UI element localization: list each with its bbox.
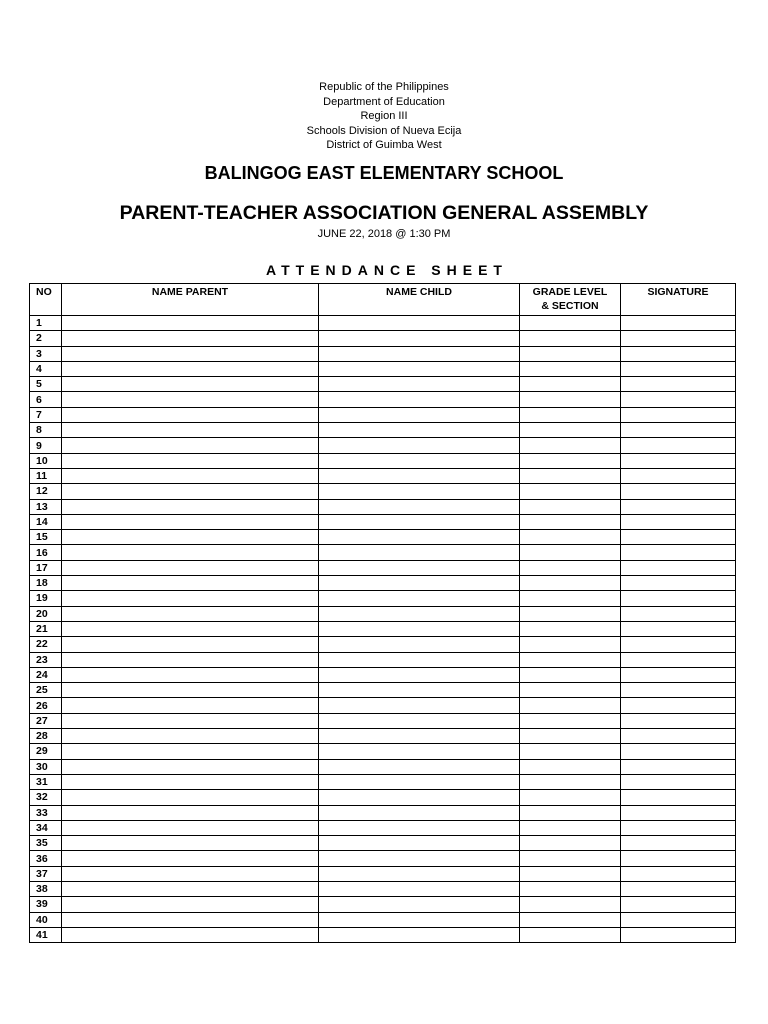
- table-row: [30, 361, 736, 376]
- signature-cell[interactable]: [621, 866, 736, 881]
- child-name-cell[interactable]: [319, 927, 520, 942]
- parent-name-cell[interactable]: [62, 530, 319, 545]
- header-grade-level-section: [520, 284, 621, 316]
- grade-section-cell[interactable]: [520, 820, 621, 835]
- table-row: [30, 331, 736, 346]
- parent-name-cell[interactable]: [62, 621, 319, 636]
- signature-cell[interactable]: [621, 392, 736, 407]
- row-number: 31: [30, 774, 62, 789]
- row-number: 24: [30, 667, 62, 682]
- parent-name-cell[interactable]: [62, 927, 319, 942]
- parent-name-cell[interactable]: [62, 637, 319, 652]
- signature-cell[interactable]: [621, 621, 736, 636]
- row-number: 32: [30, 790, 62, 805]
- header-no: NO: [30, 284, 62, 316]
- table-row: [30, 912, 736, 927]
- child-name-cell[interactable]: [319, 576, 520, 591]
- signature-cell[interactable]: [621, 484, 736, 499]
- parent-name-cell[interactable]: [62, 881, 319, 896]
- grade-section-cell[interactable]: [520, 560, 621, 575]
- signature-cell[interactable]: [621, 576, 736, 591]
- row-number: 4: [30, 361, 62, 376]
- table-row: [30, 683, 736, 698]
- event-date: JUNE 22, 2018 @ 1:30 PM: [317, 227, 451, 240]
- child-name-cell[interactable]: [319, 881, 520, 896]
- child-name-cell[interactable]: [319, 316, 520, 331]
- child-name-cell[interactable]: [319, 836, 520, 851]
- signature-cell[interactable]: [621, 774, 736, 789]
- parent-name-cell[interactable]: [62, 361, 319, 376]
- parent-name-cell[interactable]: [62, 514, 319, 529]
- row-number: 12: [30, 484, 62, 499]
- row-number: 26: [30, 698, 62, 713]
- signature-cell[interactable]: [621, 606, 736, 621]
- table-row: [30, 407, 736, 422]
- grade-section-cell[interactable]: [520, 729, 621, 744]
- row-number: 11: [30, 468, 62, 483]
- signature-cell[interactable]: [621, 346, 736, 361]
- child-name-cell[interactable]: [319, 729, 520, 744]
- table-row: [30, 423, 736, 438]
- child-name-cell[interactable]: [319, 820, 520, 835]
- row-number: 8: [30, 423, 62, 438]
- sheet-title: ATTENDANCE SHEET: [266, 261, 508, 278]
- parent-name-cell[interactable]: [62, 407, 319, 422]
- table-row: [30, 316, 736, 331]
- parent-name-cell[interactable]: [62, 377, 319, 392]
- grade-section-cell[interactable]: [520, 499, 621, 514]
- grade-section-cell[interactable]: [520, 897, 621, 912]
- parent-name-cell[interactable]: [62, 667, 319, 682]
- parent-name-cell[interactable]: [62, 866, 319, 881]
- row-number: 30: [30, 759, 62, 774]
- attendance-table: [29, 283, 736, 943]
- attendance-rows: [30, 316, 736, 943]
- grade-section-cell[interactable]: [520, 866, 621, 881]
- table-row: [30, 744, 736, 759]
- parent-name-cell[interactable]: [62, 836, 319, 851]
- signature-cell[interactable]: [621, 361, 736, 376]
- signature-cell[interactable]: [621, 790, 736, 805]
- parent-name-cell[interactable]: [62, 790, 319, 805]
- row-number: 5: [30, 377, 62, 392]
- table-row: [30, 836, 736, 851]
- child-name-cell[interactable]: [319, 407, 520, 422]
- header-line-republic: Republic of the Philippines: [319, 81, 449, 93]
- child-name-cell[interactable]: [319, 621, 520, 636]
- table-row: [30, 621, 736, 636]
- parent-name-cell[interactable]: [62, 591, 319, 606]
- child-name-cell[interactable]: [319, 897, 520, 912]
- child-name-cell[interactable]: [319, 744, 520, 759]
- row-number: 9: [30, 438, 62, 453]
- document-header: [0, 80, 768, 279]
- table-row: [30, 346, 736, 361]
- child-name-cell[interactable]: [319, 912, 520, 927]
- grade-section-cell[interactable]: [520, 423, 621, 438]
- grade-section-cell[interactable]: [520, 759, 621, 774]
- table-header-row: [30, 284, 736, 316]
- grade-section-cell[interactable]: [520, 438, 621, 453]
- grade-section-cell[interactable]: [520, 407, 621, 422]
- parent-name-cell[interactable]: [62, 805, 319, 820]
- grade-section-cell[interactable]: [520, 652, 621, 667]
- signature-cell[interactable]: [621, 897, 736, 912]
- signature-cell[interactable]: [621, 545, 736, 560]
- row-number: 36: [30, 851, 62, 866]
- header-grade-level-line2: & SECTION: [541, 300, 599, 312]
- child-name-cell[interactable]: [319, 346, 520, 361]
- event-title: PARENT-TEACHER ASSOCIATION GENERAL ASSEMBLY: [119, 201, 649, 224]
- parent-name-cell[interactable]: [62, 759, 319, 774]
- child-name-cell[interactable]: [319, 377, 520, 392]
- row-number: 38: [30, 881, 62, 896]
- parent-name-cell[interactable]: [62, 851, 319, 866]
- grade-section-cell[interactable]: [520, 392, 621, 407]
- row-number: 21: [30, 621, 62, 636]
- table-row: [30, 820, 736, 835]
- row-number: 29: [30, 744, 62, 759]
- table-row: [30, 652, 736, 667]
- header-line-region: Region III: [360, 110, 408, 122]
- child-name-cell[interactable]: [319, 683, 520, 698]
- child-name-cell[interactable]: [319, 667, 520, 682]
- row-number: 3: [30, 346, 62, 361]
- child-name-cell[interactable]: [319, 530, 520, 545]
- parent-name-cell[interactable]: [62, 331, 319, 346]
- signature-cell[interactable]: [621, 744, 736, 759]
- row-number: 15: [30, 530, 62, 545]
- row-number: 2: [30, 331, 62, 346]
- parent-name-cell[interactable]: [62, 713, 319, 728]
- signature-cell[interactable]: [621, 530, 736, 545]
- grade-section-cell[interactable]: [520, 621, 621, 636]
- row-number: 28: [30, 729, 62, 744]
- grade-section-cell[interactable]: [520, 468, 621, 483]
- row-number: 27: [30, 713, 62, 728]
- child-name-cell[interactable]: [319, 423, 520, 438]
- grade-section-cell[interactable]: [520, 346, 621, 361]
- row-number: 34: [30, 820, 62, 835]
- signature-cell[interactable]: [621, 407, 736, 422]
- signature-cell[interactable]: [621, 438, 736, 453]
- child-name-cell[interactable]: [319, 805, 520, 820]
- grade-section-cell[interactable]: [520, 545, 621, 560]
- parent-name-cell[interactable]: [62, 683, 319, 698]
- table-row: [30, 392, 736, 407]
- table-row: [30, 698, 736, 713]
- table-row: [30, 881, 736, 896]
- child-name-cell[interactable]: [319, 851, 520, 866]
- row-number: 13: [30, 499, 62, 514]
- grade-section-cell[interactable]: [520, 576, 621, 591]
- school-name: BALINGOG EAST ELEMENTARY SCHOOL: [204, 162, 564, 183]
- row-number: 23: [30, 652, 62, 667]
- grade-section-cell[interactable]: [520, 606, 621, 621]
- row-number: 7: [30, 407, 62, 422]
- row-number: 33: [30, 805, 62, 820]
- row-number: 41: [30, 927, 62, 942]
- parent-name-cell[interactable]: [62, 560, 319, 575]
- signature-cell[interactable]: [621, 881, 736, 896]
- table-row: [30, 576, 736, 591]
- child-name-cell[interactable]: [319, 698, 520, 713]
- signature-cell[interactable]: [621, 423, 736, 438]
- row-number: 18: [30, 576, 62, 591]
- table-row: [30, 560, 736, 575]
- grade-section-cell[interactable]: [520, 851, 621, 866]
- table-row: [30, 805, 736, 820]
- table-row: [30, 866, 736, 881]
- row-number: 16: [30, 545, 62, 560]
- grade-section-cell[interactable]: [520, 361, 621, 376]
- signature-cell[interactable]: [621, 499, 736, 514]
- child-name-cell[interactable]: [319, 606, 520, 621]
- child-name-cell[interactable]: [319, 514, 520, 529]
- child-name-cell[interactable]: [319, 438, 520, 453]
- row-number: 6: [30, 392, 62, 407]
- child-name-cell[interactable]: [319, 759, 520, 774]
- grade-section-cell[interactable]: [520, 774, 621, 789]
- row-number: 39: [30, 897, 62, 912]
- grade-section-cell[interactable]: [520, 912, 621, 927]
- signature-cell[interactable]: [621, 514, 736, 529]
- grade-section-cell[interactable]: [520, 484, 621, 499]
- grade-section-cell[interactable]: [520, 316, 621, 331]
- row-number: 19: [30, 591, 62, 606]
- child-name-cell[interactable]: [319, 361, 520, 376]
- child-name-cell[interactable]: [319, 713, 520, 728]
- row-number: 35: [30, 836, 62, 851]
- table-row: [30, 637, 736, 652]
- table-row: [30, 514, 736, 529]
- grade-section-cell[interactable]: [520, 698, 621, 713]
- header-name-child: NAME CHILD: [319, 284, 520, 316]
- parent-name-cell[interactable]: [62, 744, 319, 759]
- child-name-cell[interactable]: [319, 637, 520, 652]
- parent-name-cell[interactable]: [62, 316, 319, 331]
- signature-cell[interactable]: [621, 453, 736, 468]
- row-number: 22: [30, 637, 62, 652]
- header-line-district: District of Guimba West: [326, 139, 442, 151]
- grade-section-cell[interactable]: [520, 667, 621, 682]
- row-number: 1: [30, 316, 62, 331]
- grade-section-cell[interactable]: [520, 927, 621, 942]
- parent-name-cell[interactable]: [62, 392, 319, 407]
- child-name-cell[interactable]: [319, 392, 520, 407]
- row-number: 20: [30, 606, 62, 621]
- child-name-cell[interactable]: [319, 468, 520, 483]
- parent-name-cell[interactable]: [62, 499, 319, 514]
- signature-cell[interactable]: [621, 805, 736, 820]
- signature-cell[interactable]: [621, 683, 736, 698]
- signature-cell[interactable]: [621, 652, 736, 667]
- child-name-cell[interactable]: [319, 453, 520, 468]
- row-number: 37: [30, 866, 62, 881]
- signature-cell[interactable]: [621, 912, 736, 927]
- table-row: [30, 606, 736, 621]
- signature-cell[interactable]: [621, 560, 736, 575]
- row-number: 40: [30, 912, 62, 927]
- parent-name-cell[interactable]: [62, 897, 319, 912]
- grade-section-cell[interactable]: [520, 744, 621, 759]
- child-name-cell[interactable]: [319, 652, 520, 667]
- table-row: [30, 545, 736, 560]
- table-row: [30, 377, 736, 392]
- signature-cell[interactable]: [621, 667, 736, 682]
- child-name-cell[interactable]: [319, 331, 520, 346]
- signature-cell[interactable]: [621, 377, 736, 392]
- table-row: [30, 927, 736, 942]
- signature-cell[interactable]: [621, 331, 736, 346]
- child-name-cell[interactable]: [319, 560, 520, 575]
- row-number: 14: [30, 514, 62, 529]
- table-row: [30, 759, 736, 774]
- parent-name-cell[interactable]: [62, 698, 319, 713]
- child-name-cell[interactable]: [319, 499, 520, 514]
- signature-cell[interactable]: [621, 468, 736, 483]
- table-row: [30, 453, 736, 468]
- grade-section-cell[interactable]: [520, 453, 621, 468]
- header-grade-level-line1: GRADE LEVEL: [532, 286, 608, 298]
- table-row: [30, 897, 736, 912]
- signature-cell[interactable]: [621, 637, 736, 652]
- grade-section-cell[interactable]: [520, 514, 621, 529]
- child-name-cell[interactable]: [319, 484, 520, 499]
- grade-section-cell[interactable]: [520, 683, 621, 698]
- row-number: 10: [30, 453, 62, 468]
- parent-name-cell[interactable]: [62, 346, 319, 361]
- signature-cell[interactable]: [621, 316, 736, 331]
- header-line-department: Department of Education: [323, 95, 445, 108]
- table-row: [30, 851, 736, 866]
- grade-section-cell[interactable]: [520, 881, 621, 896]
- child-name-cell[interactable]: [319, 591, 520, 606]
- signature-cell[interactable]: [621, 836, 736, 851]
- row-number: 25: [30, 683, 62, 698]
- signature-cell[interactable]: [621, 820, 736, 835]
- parent-name-cell[interactable]: [62, 423, 319, 438]
- signature-cell[interactable]: [621, 927, 736, 942]
- signature-cell[interactable]: [621, 851, 736, 866]
- parent-name-cell[interactable]: [62, 468, 319, 483]
- header-name-parent: NAME PARENT: [62, 284, 319, 316]
- parent-name-cell[interactable]: [62, 912, 319, 927]
- signature-cell[interactable]: [621, 698, 736, 713]
- table-row: [30, 790, 736, 805]
- header-line-division: Schools Division of Nueva Ecija: [306, 124, 462, 137]
- grade-section-cell[interactable]: [520, 790, 621, 805]
- grade-section-cell[interactable]: [520, 836, 621, 851]
- table-row: [30, 774, 736, 789]
- signature-cell[interactable]: [621, 713, 736, 728]
- signature-cell[interactable]: [621, 759, 736, 774]
- parent-name-cell[interactable]: [62, 453, 319, 468]
- parent-name-cell[interactable]: [62, 606, 319, 621]
- grade-section-cell[interactable]: [520, 805, 621, 820]
- grade-section-cell[interactable]: [520, 591, 621, 606]
- parent-name-cell[interactable]: [62, 774, 319, 789]
- row-number: 17: [30, 560, 62, 575]
- grade-section-cell[interactable]: [520, 331, 621, 346]
- parent-name-cell[interactable]: [62, 652, 319, 667]
- child-name-cell[interactable]: [319, 774, 520, 789]
- child-name-cell[interactable]: [319, 866, 520, 881]
- grade-section-cell[interactable]: [520, 713, 621, 728]
- signature-cell[interactable]: [621, 729, 736, 744]
- grade-section-cell[interactable]: [520, 530, 621, 545]
- parent-name-cell[interactable]: [62, 484, 319, 499]
- header-signature: SIGNATURE: [621, 284, 736, 316]
- parent-name-cell[interactable]: [62, 729, 319, 744]
- table-row: [30, 729, 736, 744]
- grade-section-cell[interactable]: [520, 377, 621, 392]
- parent-name-cell[interactable]: [62, 576, 319, 591]
- table-row: [30, 713, 736, 728]
- parent-name-cell[interactable]: [62, 438, 319, 453]
- table-row: [30, 591, 736, 606]
- table-row: [30, 530, 736, 545]
- table-row: [30, 499, 736, 514]
- table-row: [30, 484, 736, 499]
- signature-cell[interactable]: [621, 591, 736, 606]
- table-row: [30, 438, 736, 453]
- child-name-cell[interactable]: [319, 545, 520, 560]
- parent-name-cell[interactable]: [62, 820, 319, 835]
- child-name-cell[interactable]: [319, 790, 520, 805]
- table-row: [30, 468, 736, 483]
- parent-name-cell[interactable]: [62, 545, 319, 560]
- table-row: [30, 667, 736, 682]
- grade-section-cell[interactable]: [520, 637, 621, 652]
